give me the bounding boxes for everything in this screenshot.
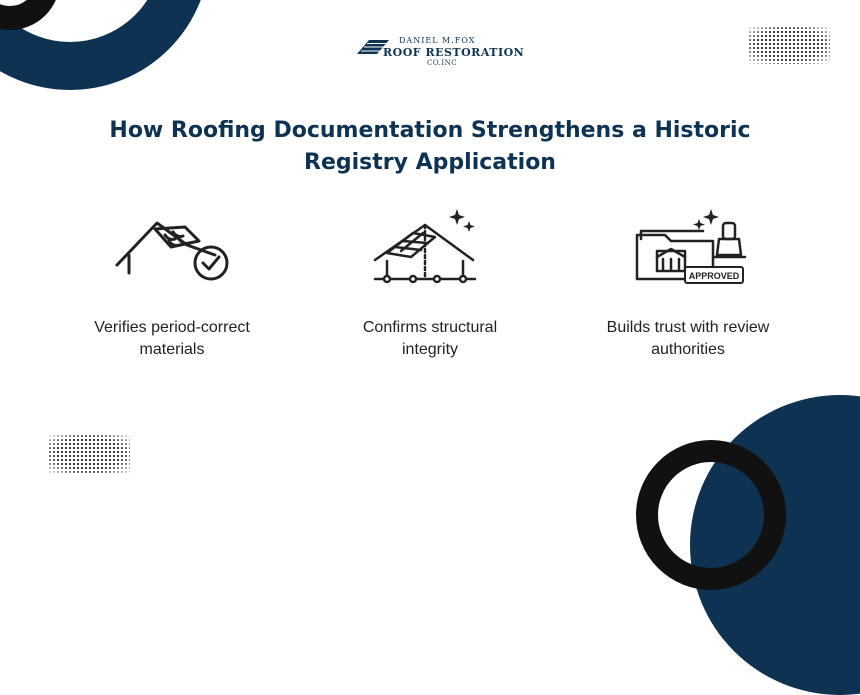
page-title-line1: How Roofing Documentation Strengthens a Historic [109,118,751,143]
feature-period-materials [52,205,292,358]
logo-text-name: DANIEL M.FOX [399,36,476,45]
feature-label: Confirms structural integrity [362,319,498,358]
approved-stamp-icon [623,205,753,290]
roof-structure-icon [365,205,495,290]
feature-review-trust [568,205,808,358]
roof-check-icon [107,205,237,285]
page-title [80,115,780,179]
decorative-ring-black-bottom-right [636,440,786,590]
feature-label: Verifies period-correct materials [94,319,250,358]
approved-stamp-text: APPROVED [688,271,740,281]
logo-text-company: ROOF RESTORATION [383,46,525,59]
feature-label: Builds trust with review authorities [606,319,770,358]
page-title-line2: Registry Application [304,150,556,175]
logo-text-suffix: CO.INC [427,59,458,67]
dot-pattern-bottom-left [48,434,130,474]
dot-pattern-top-right [748,26,830,64]
feature-structural-integrity [310,205,550,358]
company-logo [355,36,525,70]
